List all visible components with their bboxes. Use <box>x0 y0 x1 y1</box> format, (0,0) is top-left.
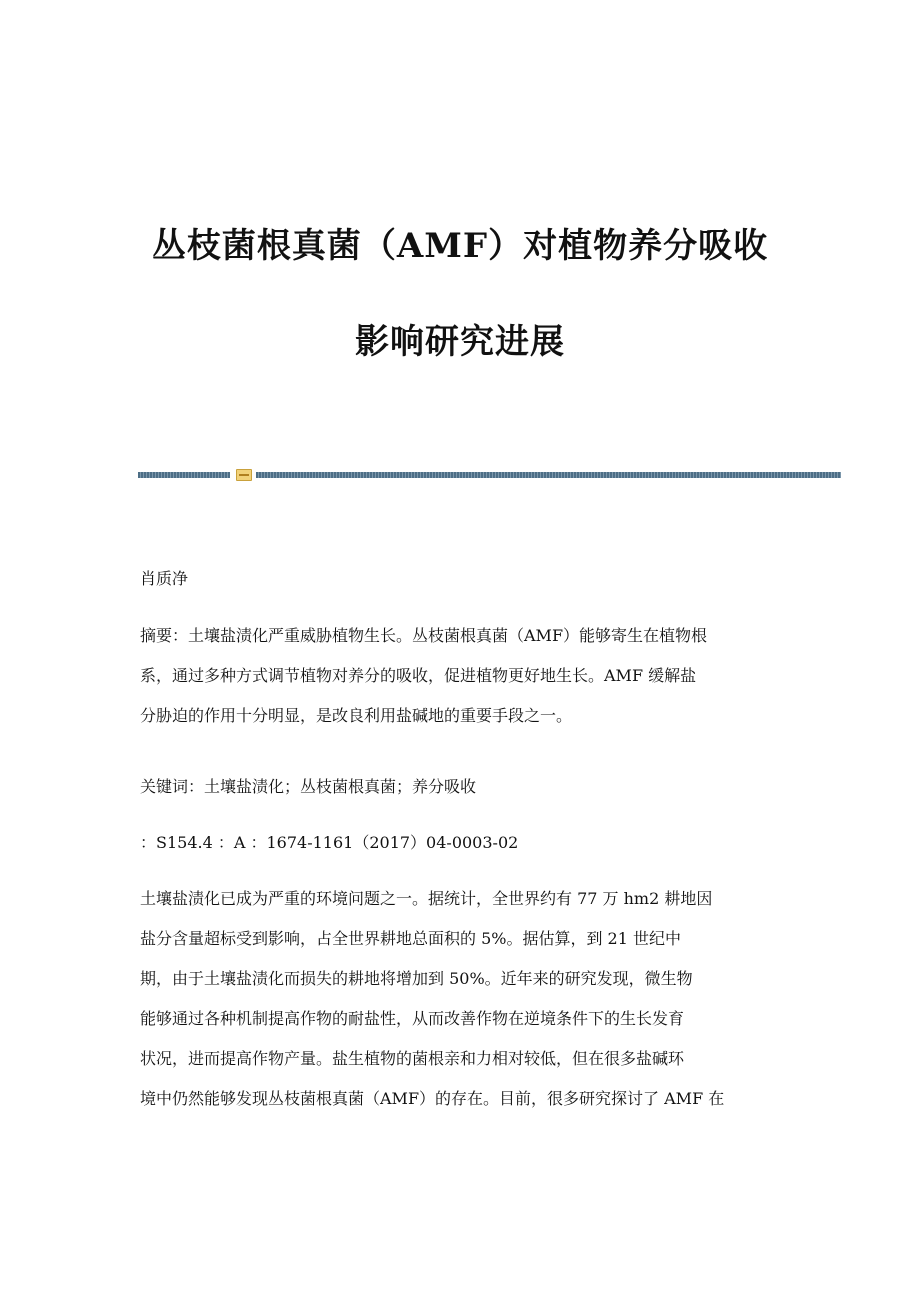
abstract-line: 分胁迫的作用十分明显，是改良利用盐碱地的重要手段之一。 <box>140 706 573 725</box>
body-line: 状况，进而提高作物产量。盐生植物的菌根亲和力相对较低，但在很多盐碱环 <box>140 1049 685 1068</box>
divider-emblem-icon <box>236 469 252 481</box>
body-line: 境中仍然能够发现丛枝菌根真菌（AMF）的存在。目前，很多研究探讨了 AMF 在 <box>140 1089 725 1108</box>
body-text <box>140 879 782 1119</box>
divider-bar-left <box>138 472 230 478</box>
title-divider <box>138 468 841 482</box>
abstract <box>140 616 782 736</box>
classification-info: ：S154.4 ：A ：1674-1161（2017）04-0003-02 <box>140 833 519 852</box>
body-line: 期，由于土壤盐渍化而损失的耕地将增加到 50%。近年来的研究发现，微生物 <box>140 969 693 988</box>
body-line: 能够通过各种机制提高作物的耐盐性，从而改善作物在逆境条件下的生长发育 <box>140 1009 685 1028</box>
body-line: 盐分含量超标受到影响，占全世界耕地总面积的 5%。据估算，到 21 世纪中 <box>140 929 682 948</box>
author-name: 肖质净 <box>140 569 189 588</box>
abstract-line: 摘要：土壤盐渍化严重威胁植物生长。丛枝菌根真菌（AMF）能够寄生在植物根 <box>140 626 708 645</box>
abstract-line: 系，通过多种方式调节植物对养分的吸收，促进植物更好地生长。AMF 缓解盐 <box>140 666 697 685</box>
document-title-line-1: 丛枝菌根真菌（AMF）对植物养分吸收 <box>151 226 769 266</box>
document-title-line-2: 影响研究进展 <box>355 322 565 362</box>
body-line: 土壤盐渍化已成为严重的环境问题之一。据统计，全世界约有 77 万 hm2 耕地因 <box>140 889 713 908</box>
divider-bar-right <box>256 472 841 478</box>
keywords: 关键词：土壤盐渍化；丛枝菌根真菌；养分吸收 <box>140 777 477 796</box>
